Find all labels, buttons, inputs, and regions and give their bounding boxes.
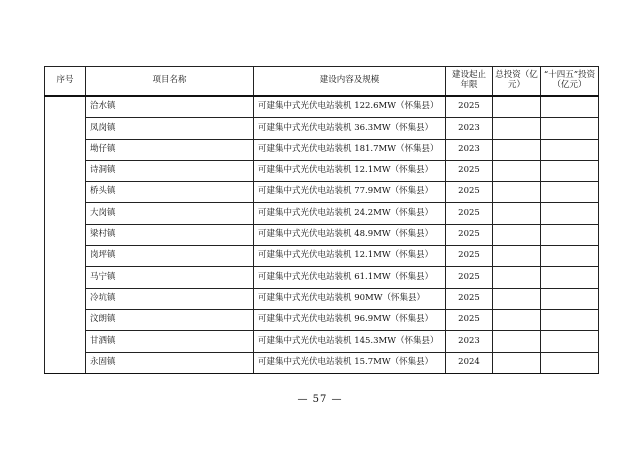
header-name: 项目名称 <box>86 67 254 97</box>
total-investment-cell <box>493 267 541 288</box>
table-row <box>45 288 599 309</box>
total-investment-cell <box>493 118 541 139</box>
total-investment-cell <box>493 160 541 181</box>
year-cell: 2025 <box>446 267 493 288</box>
project-name-cell: 岗坪镇 <box>86 246 254 267</box>
content-cell: 可建集中式光伏电站装机 36.3MW（怀集县） <box>254 118 446 139</box>
content-cell: 可建集中式光伏电站装机 181.7MW（怀集县） <box>254 139 446 160</box>
project-name-cell: 洽水镇 <box>86 96 254 118</box>
plan-investment-cell <box>541 246 599 267</box>
year-cell: 2023 <box>446 118 493 139</box>
table-row <box>45 160 599 181</box>
plan-investment-cell <box>541 182 599 203</box>
total-investment-cell <box>493 182 541 203</box>
year-cell: 2025 <box>446 288 493 309</box>
header-years: 建设起止年限 <box>446 67 493 97</box>
content-cell: 可建集中式光伏电站装机 96.9MW（怀集县） <box>254 309 446 330</box>
plan-investment-cell <box>541 224 599 245</box>
table-row <box>45 331 599 352</box>
project-name-cell: 坳仔镇 <box>86 139 254 160</box>
table-row <box>45 203 599 224</box>
project-name-cell: 冷坑镇 <box>86 288 254 309</box>
total-investment-cell <box>493 96 541 118</box>
content-cell: 可建集中式光伏电站装机 48.9MW（怀集县） <box>254 224 446 245</box>
seq-cell <box>45 96 86 373</box>
header-seq: 序号 <box>45 67 86 97</box>
content-cell: 可建集中式光伏电站装机 15.7MW（怀集县） <box>254 352 446 373</box>
plan-investment-cell <box>541 118 599 139</box>
header-total-investment: 总投资（亿元） <box>493 67 541 97</box>
year-cell: 2025 <box>446 182 493 203</box>
year-cell: 2025 <box>446 309 493 330</box>
content-cell: 可建集中式光伏电站装机 77.9MW（怀集县） <box>254 182 446 203</box>
total-investment-cell <box>493 331 541 352</box>
project-name-cell: 汶朗镇 <box>86 309 254 330</box>
project-name-cell: 桥头镇 <box>86 182 254 203</box>
content-cell: 可建集中式光伏电站装机 122.6MW（怀集县） <box>254 96 446 118</box>
plan-investment-cell <box>541 331 599 352</box>
project-name-cell: 永固镇 <box>86 352 254 373</box>
table-row <box>45 182 599 203</box>
plan-investment-cell <box>541 203 599 224</box>
total-investment-cell <box>493 246 541 267</box>
content-cell: 可建集中式光伏电站装机 145.3MW（怀集县） <box>254 331 446 352</box>
table-row <box>45 352 599 373</box>
total-investment-cell <box>493 203 541 224</box>
year-cell: 2025 <box>446 96 493 118</box>
table-row <box>45 139 599 160</box>
year-cell: 2024 <box>446 352 493 373</box>
table-body <box>45 96 599 373</box>
page-number: — 57 — <box>297 394 343 405</box>
year-cell: 2025 <box>446 203 493 224</box>
content-cell: 可建集中式光伏电站装机 12.1MW（怀集县） <box>254 160 446 181</box>
content-cell: 可建集中式光伏电站装机 61.1MW（怀集县） <box>254 267 446 288</box>
content-cell: 可建集中式光伏电站装机 12.1MW（怀集县） <box>254 246 446 267</box>
plan-investment-cell <box>541 267 599 288</box>
table-row <box>45 224 599 245</box>
table-row <box>45 309 599 330</box>
project-name-cell: 诗洞镇 <box>86 160 254 181</box>
table-row <box>45 246 599 267</box>
total-investment-cell <box>493 352 541 373</box>
project-name-cell: 大岗镇 <box>86 203 254 224</box>
project-name-cell: 梁村镇 <box>86 224 254 245</box>
project-table <box>44 66 599 374</box>
table-row <box>45 96 599 118</box>
total-investment-cell <box>493 224 541 245</box>
table-header-row <box>45 67 599 97</box>
content-cell: 可建集中式光伏电站装机 24.2MW（怀集县） <box>254 203 446 224</box>
year-cell: 2025 <box>446 160 493 181</box>
plan-investment-cell <box>541 160 599 181</box>
header-plan-investment: “十四五”投资（亿元） <box>541 67 599 97</box>
year-cell: 2023 <box>446 331 493 352</box>
table-row <box>45 118 599 139</box>
plan-investment-cell <box>541 139 599 160</box>
year-cell: 2025 <box>446 246 493 267</box>
plan-investment-cell <box>541 288 599 309</box>
project-name-cell: 甘洒镇 <box>86 331 254 352</box>
plan-investment-cell <box>541 96 599 118</box>
table-row <box>45 267 599 288</box>
project-name-cell: 马宁镇 <box>86 267 254 288</box>
project-name-cell: 凤岗镇 <box>86 118 254 139</box>
total-investment-cell <box>493 288 541 309</box>
plan-investment-cell <box>541 352 599 373</box>
year-cell: 2023 <box>446 139 493 160</box>
plan-investment-cell <box>541 309 599 330</box>
total-investment-cell <box>493 139 541 160</box>
total-investment-cell <box>493 309 541 330</box>
year-cell: 2025 <box>446 224 493 245</box>
header-content: 建设内容及规模 <box>254 67 446 97</box>
content-cell: 可建集中式光伏电站装机 90MW（怀集县） <box>254 288 446 309</box>
